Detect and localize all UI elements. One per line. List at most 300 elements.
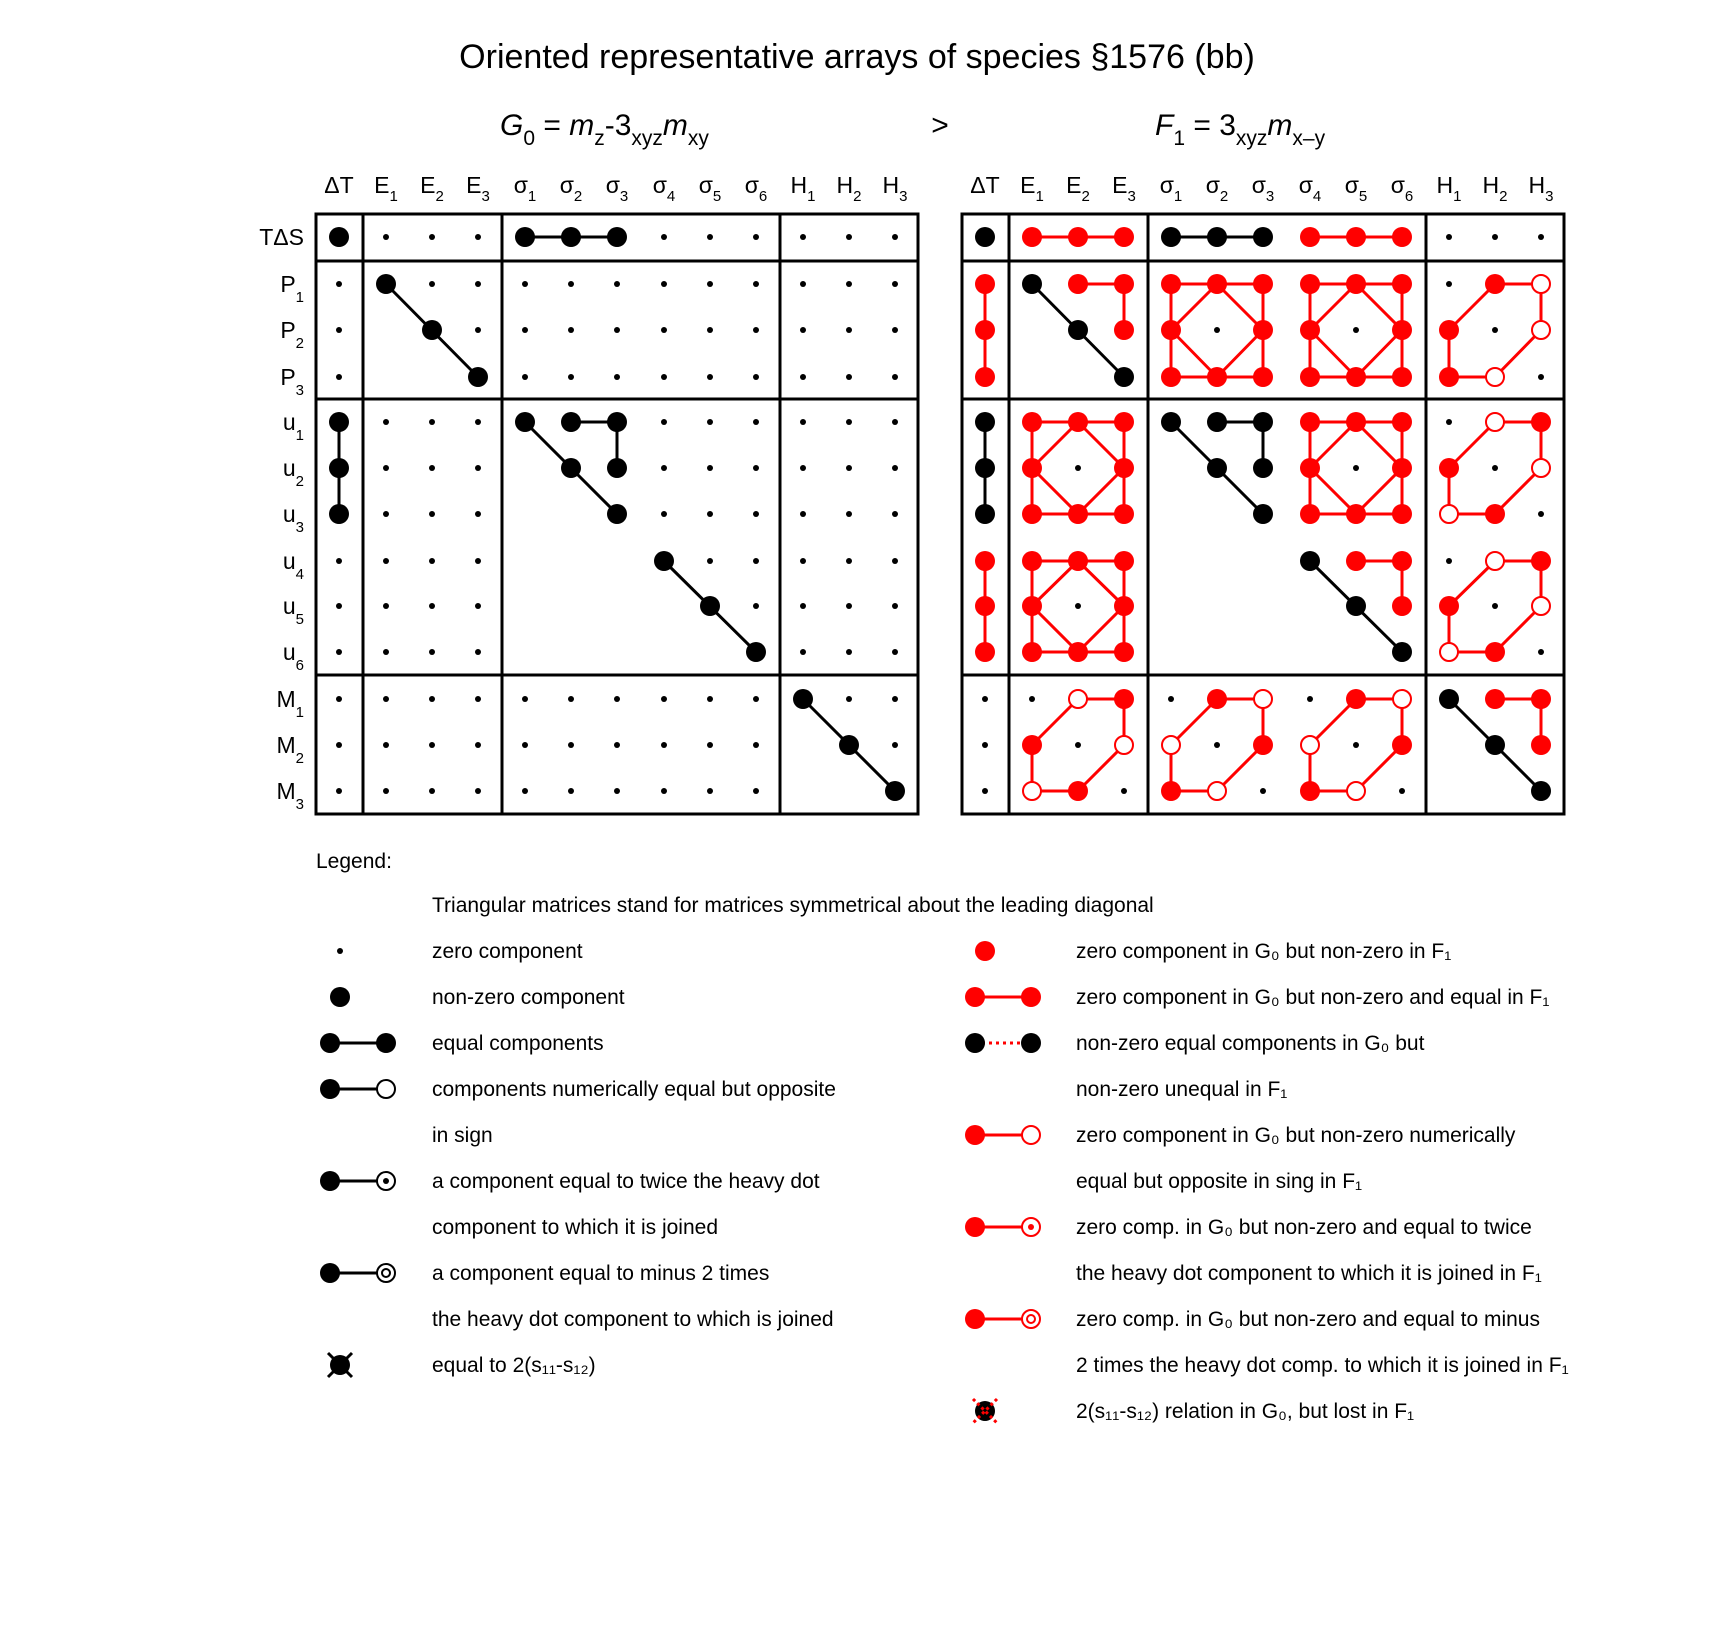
zero-component	[568, 327, 574, 333]
nonzero-component	[1022, 274, 1042, 294]
column-header: $\sigma_6$	[1390, 172, 1414, 205]
column-header: $H_1$	[790, 172, 816, 205]
legend-symbol-cross	[328, 1353, 352, 1377]
zero-component	[429, 281, 435, 287]
legend-heading: Legend:	[316, 850, 392, 873]
column-header: $H_2$	[836, 172, 862, 205]
zero-component	[1492, 465, 1498, 471]
zero-component	[614, 281, 620, 287]
red-nonzero-component	[1485, 274, 1505, 294]
zero-component	[800, 511, 806, 517]
red-nonzero-component	[1346, 227, 1366, 247]
nonzero-component	[1485, 735, 1505, 755]
zero-component	[383, 465, 389, 471]
nonzero-component	[839, 735, 859, 755]
zero-component	[614, 327, 620, 333]
red-nonzero-component	[1300, 227, 1320, 247]
nonzero-component	[1253, 227, 1273, 247]
red-nonzero-component	[1253, 320, 1273, 340]
zero-component	[1538, 649, 1544, 655]
red-nonzero-component	[975, 320, 995, 340]
zero-component	[846, 465, 852, 471]
red-nonzero-component	[1392, 320, 1412, 340]
zero-component	[846, 419, 852, 425]
zero-component	[892, 327, 898, 333]
red-opposite-component	[1208, 782, 1226, 800]
zero-component	[475, 281, 481, 287]
red-nonzero-component	[1207, 689, 1227, 709]
zero-component	[753, 742, 759, 748]
nonzero-component	[975, 504, 995, 524]
zero-component	[800, 374, 806, 380]
zero-component	[707, 558, 713, 564]
red-nonzero-component	[1114, 642, 1134, 662]
column-header: $\sigma_2$	[1205, 172, 1229, 205]
zero-component	[568, 374, 574, 380]
legend-text: zero component	[432, 940, 583, 963]
nonzero-component	[607, 227, 627, 247]
column-header: $H_3$	[1528, 172, 1554, 205]
legend-text: the heavy dot component to which it is joined in F₁	[1076, 1262, 1542, 1285]
red-nonzero-component	[1207, 367, 1227, 387]
zero-component	[661, 374, 667, 380]
zero-component	[1168, 696, 1174, 702]
red-nonzero-component	[1346, 274, 1366, 294]
legend-text: zero comp. in G₀ but non-zero and equal to minus	[1076, 1308, 1540, 1331]
nonzero-component	[329, 412, 349, 432]
zero-component	[429, 419, 435, 425]
legend-symbol-minus2	[320, 1263, 395, 1283]
zero-component	[892, 281, 898, 287]
zero-component	[336, 281, 342, 287]
red-nonzero-component	[1068, 227, 1088, 247]
column-header: $H_3$	[882, 172, 908, 205]
nonzero-component	[515, 227, 535, 247]
zero-component	[800, 649, 806, 655]
zero-component	[846, 281, 852, 287]
zero-component	[429, 696, 435, 702]
zero-component	[383, 558, 389, 564]
zero-component	[383, 742, 389, 748]
zero-component	[661, 327, 667, 333]
legend-symbol-red-minus2	[965, 1309, 1040, 1329]
nonzero-component	[1068, 320, 1088, 340]
red-nonzero-component	[1022, 596, 1042, 616]
zero-component	[661, 419, 667, 425]
red-opposite-component	[1023, 782, 1041, 800]
zero-component	[475, 465, 481, 471]
row-label: $u_5$	[282, 593, 304, 628]
svg-text:F1 = 3xyzmx–y: $F_1 = 3_{xyz}m_{x-y}$	[1155, 109, 1326, 150]
column-header: $E_3$	[1112, 172, 1136, 205]
red-nonzero-component	[1392, 504, 1412, 524]
figure-title: Oriented representative arrays of species §1576 (bb)	[459, 38, 1255, 76]
red-nonzero-component	[1022, 735, 1042, 755]
nonzero-component	[329, 227, 349, 247]
left-matrix-label	[500, 109, 709, 150]
red-nonzero-component	[1439, 596, 1459, 616]
legend-text: a component equal to minus 2 times	[432, 1262, 770, 1285]
row-label: $u_2$	[282, 455, 304, 490]
zero-component	[429, 742, 435, 748]
zero-component	[336, 788, 342, 794]
red-nonzero-component	[1531, 412, 1551, 432]
row-label: $u_1$	[282, 409, 304, 444]
zero-component	[475, 558, 481, 564]
column-header: $\sigma_1$	[1159, 172, 1183, 205]
red-nonzero-component	[1346, 367, 1366, 387]
red-nonzero-component	[1161, 367, 1181, 387]
red-nonzero-component	[1392, 274, 1412, 294]
zero-component	[383, 511, 389, 517]
zero-component	[568, 696, 574, 702]
legend-symbol-twice	[320, 1171, 395, 1191]
zero-component	[1538, 374, 1544, 380]
zero-component	[707, 696, 713, 702]
legend-text: zero component in G₀ but non-zero numerically	[1076, 1124, 1516, 1147]
zero-component	[522, 327, 528, 333]
zero-component	[753, 374, 759, 380]
column-header: $E_2$	[1066, 172, 1090, 205]
column-header: $\sigma_5$	[1344, 172, 1368, 205]
zero-component	[429, 558, 435, 564]
red-nonzero-component	[1068, 412, 1088, 432]
nonzero-component	[975, 458, 995, 478]
zero-component	[661, 696, 667, 702]
zero-component	[982, 696, 988, 702]
zero-component	[522, 742, 528, 748]
red-nonzero-component	[1114, 458, 1134, 478]
red-nonzero-component	[1392, 367, 1412, 387]
nonzero-component	[746, 642, 766, 662]
column-header: $E_1$	[1020, 172, 1044, 205]
nonzero-component	[607, 504, 627, 524]
red-nonzero-component	[1300, 458, 1320, 478]
zero-component	[846, 603, 852, 609]
red-nonzero-component	[1392, 735, 1412, 755]
red-nonzero-component	[1068, 642, 1088, 662]
zero-component	[475, 419, 481, 425]
zero-component	[800, 419, 806, 425]
row-label: $M_3$	[276, 778, 304, 813]
legend-symbol-red-opposite	[965, 1125, 1040, 1145]
column-header: ΔT	[970, 172, 1000, 198]
zero-component	[800, 281, 806, 287]
column-header: $\sigma_4$	[652, 172, 676, 205]
red-nonzero-component	[1022, 227, 1042, 247]
nonzero-component	[1346, 596, 1366, 616]
zero-component	[892, 419, 898, 425]
zero-component	[1399, 788, 1405, 794]
nonzero-component	[329, 458, 349, 478]
row-labels	[259, 224, 304, 813]
zero-component	[475, 742, 481, 748]
nonzero-component	[329, 504, 349, 524]
red-nonzero-component	[1439, 320, 1459, 340]
row-label: $u_3$	[282, 501, 304, 536]
legend-note: Triangular matrices stand for matrices symmetrical about the leading diagonal	[432, 894, 1154, 917]
legend-text: non-zero component	[432, 986, 625, 1009]
nonzero-component	[607, 458, 627, 478]
legend-symbol-dot	[330, 987, 350, 1007]
legend-symbol-equal	[320, 1033, 396, 1053]
nonzero-component	[1253, 458, 1273, 478]
row-label: $P_3$	[280, 364, 304, 399]
column-header: $\sigma_1$	[513, 172, 537, 205]
red-nonzero-component	[1068, 781, 1088, 801]
row-label: $M_2$	[276, 732, 304, 767]
zero-component	[846, 511, 852, 517]
zero-component	[892, 465, 898, 471]
red-nonzero-component	[975, 596, 995, 616]
zero-component	[336, 327, 342, 333]
red-nonzero-component	[1068, 551, 1088, 571]
legend-text: equal to 2(s₁₁-s₁₂)	[432, 1354, 596, 1377]
zero-component	[753, 234, 759, 240]
legend-symbol-zero	[337, 948, 343, 954]
red-nonzero-component	[1207, 274, 1227, 294]
red-nonzero-component	[1161, 274, 1181, 294]
nonzero-component	[515, 412, 535, 432]
red-nonzero-component	[1114, 504, 1134, 524]
nonzero-component	[975, 412, 995, 432]
zero-component	[753, 696, 759, 702]
zero-component	[707, 788, 713, 794]
legend-symbol-red-cross	[973, 1399, 997, 1423]
legend-symbol-red-dot	[975, 941, 995, 961]
zero-component	[753, 788, 759, 794]
red-opposite-component	[1162, 736, 1180, 754]
red-nonzero-component	[1392, 551, 1412, 571]
red-opposite-component	[1486, 552, 1504, 570]
zero-component	[475, 327, 481, 333]
legend-text: non-zero unequal in F₁	[1076, 1078, 1288, 1101]
red-nonzero-component	[1114, 274, 1134, 294]
red-opposite-component	[1440, 505, 1458, 523]
zero-component	[892, 558, 898, 564]
zero-component	[892, 696, 898, 702]
red-nonzero-component	[1114, 551, 1134, 571]
red-nonzero-component	[1022, 412, 1042, 432]
legend-text: 2(s₁₁-s₁₂) relation in G₀, but lost in F₁	[1076, 1400, 1415, 1423]
zero-component	[707, 374, 713, 380]
legend-symbol-opposite	[320, 1079, 395, 1099]
zero-component	[753, 419, 759, 425]
legend-text: 2 times the heavy dot comp. to which it is joined in F₁	[1076, 1354, 1569, 1377]
zero-component	[1446, 281, 1452, 287]
column-header: $\sigma_4$	[1298, 172, 1322, 205]
red-nonzero-component	[1346, 504, 1366, 524]
legend-text: equal but opposite in sing in F₁	[1076, 1170, 1363, 1193]
zero-component	[1446, 234, 1452, 240]
zero-component	[661, 281, 667, 287]
zero-component	[846, 696, 852, 702]
legend-text: component to which it is joined	[432, 1216, 718, 1239]
zero-component	[1446, 419, 1452, 425]
red-nonzero-component	[1485, 642, 1505, 662]
zero-component	[707, 234, 713, 240]
red-nonzero-component	[1300, 320, 1320, 340]
nonzero-component	[793, 689, 813, 709]
column-header: $E_2$	[420, 172, 444, 205]
red-nonzero-component	[1346, 551, 1366, 571]
zero-component	[707, 465, 713, 471]
zero-component	[707, 742, 713, 748]
zero-component	[1075, 742, 1081, 748]
zero-component	[1121, 788, 1127, 794]
nonzero-component	[1207, 227, 1227, 247]
zero-component	[892, 234, 898, 240]
red-opposite-component	[1532, 275, 1550, 293]
zero-component	[475, 234, 481, 240]
right-matrix-label	[1155, 109, 1326, 150]
red-nonzero-component	[1114, 320, 1134, 340]
nonzero-component	[1439, 689, 1459, 709]
nonzero-component	[422, 320, 442, 340]
red-nonzero-component	[1114, 227, 1134, 247]
zero-component	[1538, 234, 1544, 240]
zero-component	[846, 327, 852, 333]
zero-component	[800, 603, 806, 609]
zero-component	[522, 788, 528, 794]
red-nonzero-component	[1485, 689, 1505, 709]
column-header: $E_3$	[466, 172, 490, 205]
legend-text: components numerically equal but opposite	[432, 1078, 836, 1101]
red-opposite-component	[1347, 782, 1365, 800]
zero-component	[1029, 696, 1035, 702]
red-nonzero-component	[1346, 689, 1366, 709]
zero-component	[982, 788, 988, 794]
row-label: $M_1$	[276, 686, 304, 721]
zero-component	[1492, 234, 1498, 240]
zero-component	[1260, 788, 1266, 794]
red-nonzero-component	[1485, 504, 1505, 524]
column-header: $\sigma_2$	[559, 172, 583, 205]
red-nonzero-component	[1253, 274, 1273, 294]
column-header: $H_2$	[1482, 172, 1508, 205]
legend-text: zero component in G₀ but non-zero in F₁	[1076, 940, 1452, 963]
zero-component	[1446, 558, 1452, 564]
red-opposite-component	[1532, 321, 1550, 339]
zero-component	[753, 327, 759, 333]
zero-component	[1307, 696, 1313, 702]
zero-component	[383, 649, 389, 655]
zero-component	[383, 234, 389, 240]
red-nonzero-component	[975, 551, 995, 571]
zero-component	[568, 742, 574, 748]
zero-component	[707, 281, 713, 287]
red-nonzero-component	[1300, 412, 1320, 432]
nonzero-component	[1161, 227, 1181, 247]
nonzero-component	[561, 227, 581, 247]
zero-component	[429, 511, 435, 517]
legend-right-column	[965, 940, 1569, 1423]
row-label: TΔS	[259, 224, 304, 250]
zero-component	[475, 788, 481, 794]
red-nonzero-component	[1300, 781, 1320, 801]
right-matrix	[962, 172, 1564, 814]
zero-component	[475, 603, 481, 609]
red-nonzero-component	[1300, 274, 1320, 294]
left-matrix	[316, 172, 918, 814]
zero-component	[336, 649, 342, 655]
zero-component	[383, 419, 389, 425]
legend-symbol-black-dotted	[965, 1033, 1041, 1053]
zero-component	[846, 649, 852, 655]
nonzero-component	[1161, 412, 1181, 432]
nonzero-component	[1253, 412, 1273, 432]
zero-component	[614, 788, 620, 794]
zero-component	[336, 742, 342, 748]
zero-component	[336, 374, 342, 380]
red-opposite-component	[1532, 597, 1550, 615]
zero-component	[429, 465, 435, 471]
nonzero-component	[468, 367, 488, 387]
zero-component	[661, 788, 667, 794]
column-header: $\sigma_3$	[605, 172, 629, 205]
nonzero-component	[1531, 781, 1551, 801]
zero-component	[522, 696, 528, 702]
zero-component	[1353, 327, 1359, 333]
zero-component	[614, 374, 620, 380]
zero-component	[661, 234, 667, 240]
column-header: $\sigma_3$	[1251, 172, 1275, 205]
legend-text: in sign	[432, 1124, 493, 1147]
red-nonzero-component	[975, 367, 995, 387]
legend-text: non-zero equal components in G₀ but	[1076, 1032, 1425, 1055]
zero-component	[707, 511, 713, 517]
zero-component	[1075, 603, 1081, 609]
red-nonzero-component	[1161, 781, 1181, 801]
red-nonzero-component	[1346, 412, 1366, 432]
zero-component	[522, 281, 528, 287]
red-nonzero-component	[1068, 504, 1088, 524]
nonzero-component	[700, 596, 720, 616]
zero-component	[429, 649, 435, 655]
red-nonzero-component	[1300, 504, 1320, 524]
nonzero-component	[561, 458, 581, 478]
zero-component	[614, 696, 620, 702]
red-nonzero-component	[1022, 458, 1042, 478]
red-nonzero-component	[975, 274, 995, 294]
nonzero-component	[1114, 367, 1134, 387]
zero-component	[429, 788, 435, 794]
nonzero-component	[885, 781, 905, 801]
zero-component	[753, 558, 759, 564]
red-nonzero-component	[1392, 412, 1412, 432]
zero-component	[753, 511, 759, 517]
zero-component	[982, 742, 988, 748]
red-nonzero-component	[1068, 274, 1088, 294]
zero-component	[707, 419, 713, 425]
red-opposite-component	[1486, 368, 1504, 386]
nonzero-component	[975, 227, 995, 247]
nonzero-component	[1392, 642, 1412, 662]
red-nonzero-component	[1392, 596, 1412, 616]
zero-component	[1214, 742, 1220, 748]
red-nonzero-component	[975, 642, 995, 662]
nonzero-component	[1300, 551, 1320, 571]
red-nonzero-component	[1022, 504, 1042, 524]
zero-component	[614, 742, 620, 748]
column-header: $E_1$	[374, 172, 398, 205]
red-opposite-component	[1532, 459, 1550, 477]
red-nonzero-component	[1439, 367, 1459, 387]
zero-component	[336, 558, 342, 564]
zero-component	[661, 465, 667, 471]
zero-component	[1492, 603, 1498, 609]
red-opposite-component	[1301, 736, 1319, 754]
